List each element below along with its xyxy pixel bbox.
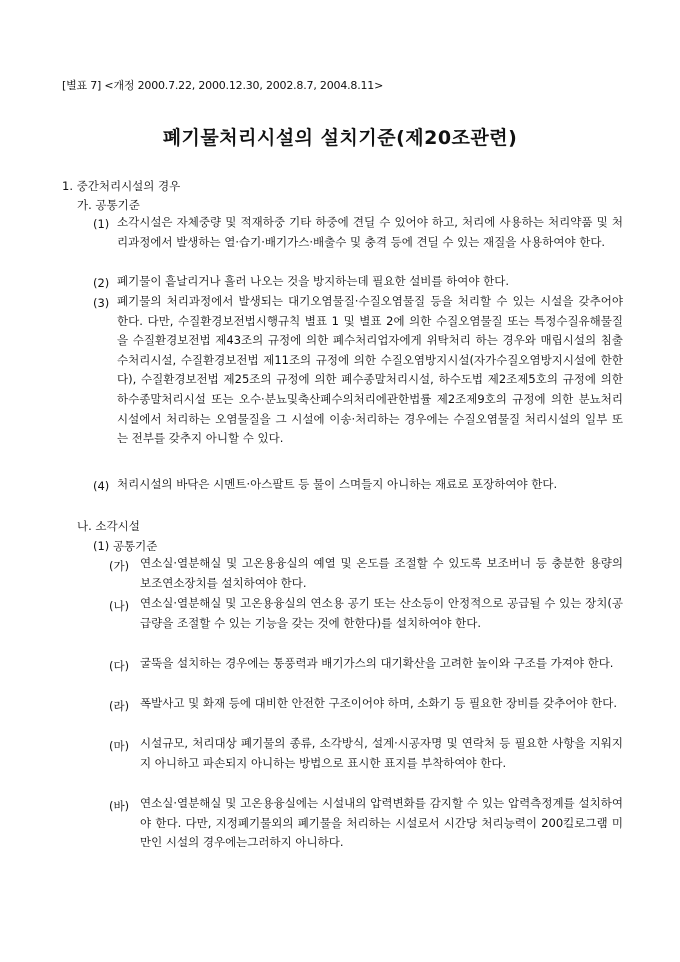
item-label: (나) — [109, 599, 130, 613]
sub-item-heading: (1) 공통기준 — [93, 539, 158, 553]
item-label: (4) — [93, 479, 110, 493]
item-label: (1) — [93, 217, 110, 231]
item-text: 굴뚝을 설치하는 경우에는 통풍력과 배기가스의 대기확산을 고려한 높이와 구조를 가져야 한다. — [140, 656, 614, 670]
amendment-header: [별표 7] <개정 2000.7.22, 2000.12.30, 2002.8.7, 2004.8.11> — [62, 79, 384, 92]
item-text: 소각시설은 자체중량 및 적재하중 기타 하중에 견딜 수 있어야 하고, 처리에 사용하는 처리약품 및 처리과정에서 발생하는 열·습기·배기가스·배출수 및 충격 등에 견딜 수 있는 재질을 사용하여야 한다. — [117, 215, 623, 249]
subsection-heading-ga: 가. 공통기준 — [77, 198, 140, 212]
item-label: (가) — [109, 559, 130, 573]
item-text: 연소실·열분해실 및 고온용융실의 연소용 공기 또는 산소등이 안정적으로 공급될 수 있는 장치(공급량을 조절할 수 있는 기능을 갖는 것에 한한다)를 설치하여야 한다. — [140, 596, 623, 630]
item-text: 폐기물의 처리과정에서 발생되는 대기오염물질·수질오염물질 등을 처리할 수 있는 시설을 갖추어야 한다. 다만, 수질환경보전법시행규칙 별표 1 및 별표 2에 의한 수질오염물질 또는 특정수질유해물질을 수질환경보전법 제43조의 규정에 의한 폐수처리업자에게 위탁처리 하는 경우와 매립시설의 침출수처리시설, 수질환경보전법 제11조의 규정에 의한 수질오염방지시설(자가수질오염방지시설에 한한다), 수질환경보전법 제25조의 규정에 의한 폐수종말처리시설, 하수도법 제2조제5호의 규정에 의한 하수종말처리시설 또는 오수·분뇨및축산폐수의처리에관한법률 제2조제9호의 규정에 의한 분뇨처리시설에서 처리하는 오염물질을 그 시설에 이송·처리하는 경우에는 수질오염물질 처리시설의 일부 또는 전부를 갖추지 아니할 수 있다. — [117, 294, 623, 446]
item-text: 시설규모, 처리대상 폐기물의 종류, 소각방식, 설계·시공자명 및 연락처 등 필요한 사항을 지워지지 아니하고 파손되지 아니하는 방법으로 표시한 표지를 부착하여야 한다. — [140, 736, 623, 770]
item-text: 처리시설의 바닥은 시멘트·아스팔트 등 물이 스며들지 아니하는 재료로 포장하여야 한다. — [117, 477, 558, 491]
subsection-heading-na: 나. 소각시설 — [77, 519, 140, 533]
item-label: (바) — [109, 799, 130, 813]
item-label: (다) — [109, 659, 130, 673]
item-label: (마) — [109, 739, 130, 753]
item-label: (라) — [109, 699, 130, 713]
document-title: 폐기물처리시설의 설치기준(제20조관련) — [162, 127, 518, 149]
item-text: 연소실·열분해실 및 고온용융실의 예열 및 온도를 조절할 수 있도록 보조버너 등 충분한 용량의 보조연소장치를 설치하여야 한다. — [140, 556, 623, 590]
item-text: 폐기물이 흩날리거나 흘러 나오는 것을 방지하는데 필요한 설비를 하여야 한다. — [117, 274, 510, 288]
item-text: 폭발사고 및 화재 등에 대비한 안전한 구조이어야 하며, 소화기 등 필요한 장비를 갖추어야 한다. — [140, 696, 617, 710]
section-heading: 1. 중간처리시설의 경우 — [62, 179, 181, 193]
item-label: (3) — [93, 296, 110, 310]
item-label: (2) — [93, 276, 110, 290]
item-text: 연소실·열분해실 및 고온용융실에는 시설내의 압력변화를 감지할 수 있는 압력측정계를 설치하여야 한다. 다만, 지정폐기물외의 폐기물을 처리하는 시설로서 시간당 처리능력이 200킬로그램 미만인 시설의 경우에는그러하지 아니하다. — [140, 796, 623, 850]
